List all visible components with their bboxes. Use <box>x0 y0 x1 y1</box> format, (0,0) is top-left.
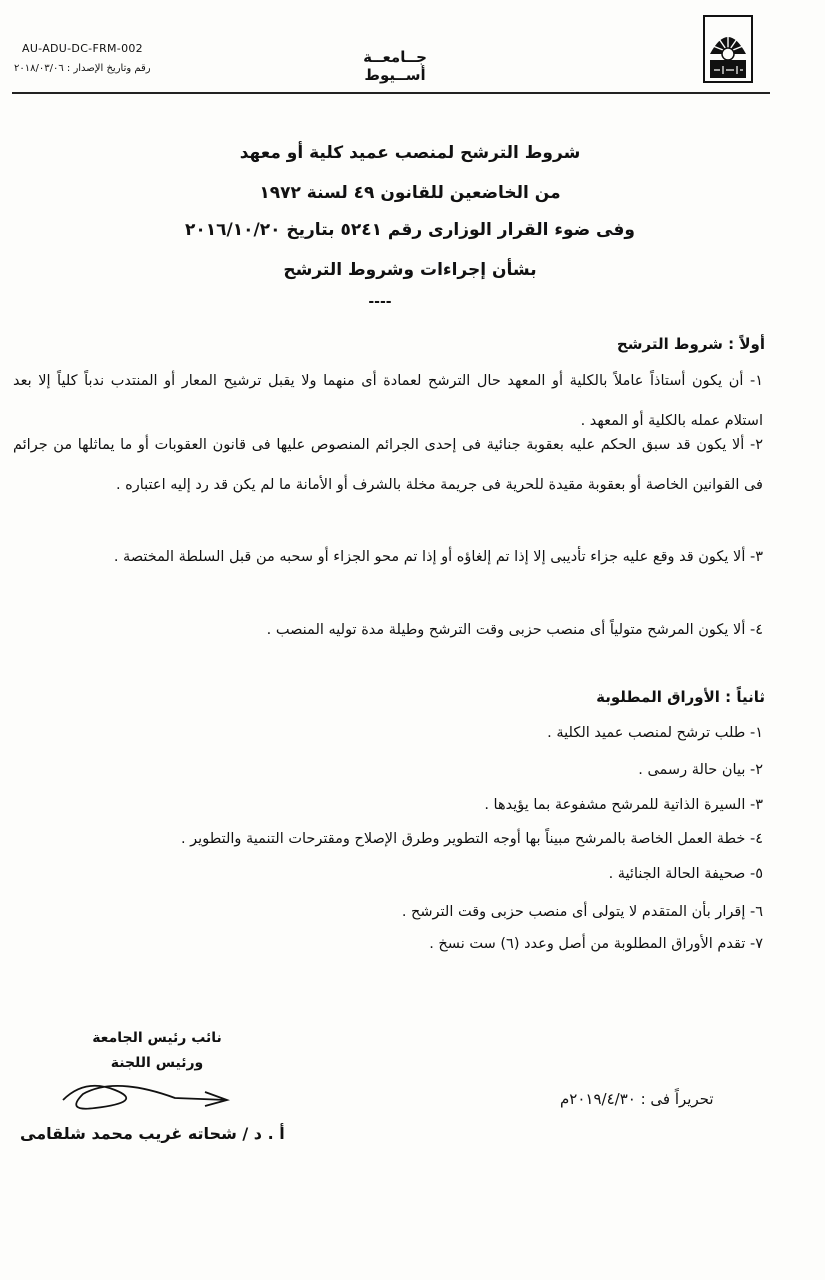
document-item-2: ٢- بيان حالة رسمى . <box>638 762 763 778</box>
document-item-6: ٦- إقرار بأن المتقدم لا يتولى أى منصب حزبى وقت الترشح . <box>401 904 763 920</box>
header-rule <box>12 92 770 94</box>
condition-item-3: ٣- ألا يكون قد وقع عليه جزاء تأديبى إلا إذا تم إلغاؤه أو إذا تم محو الجزاء أو سحبه من قبل السلطة المختصة . <box>113 549 763 565</box>
condition-item-4: ٤- ألا يكون المرشح متولياً أى منصب حزبى وقت الترشح وطيلة مدة توليه المنصب . <box>266 622 763 638</box>
document-item-4: ٤- خطة العمل الخاصة بالمرشح مبيناً بها أوجه التطوير وطرق الإصلاح ومقترحات التنمية والتطوير . <box>180 831 763 847</box>
title-line-1: شروط الترشح لمنصب عميد كلية أو معهد <box>239 143 581 163</box>
title-line-4: بشأن إجراءات وشروط الترشح <box>283 260 537 280</box>
title-line-3: وفى ضوء القرار الوزارى رقم ٥٢٤١ بتاريخ ٢٠١٦/١٠/٢٠ <box>185 220 635 240</box>
form-code: AU-ADU-DC-FRM-002 <box>22 42 143 55</box>
signature-role-2: ورئيس اللجنة <box>110 1055 204 1071</box>
section2-heading: ثانياً : الأوراق المطلوبة <box>596 688 765 706</box>
issue-line: رقم وتاريخ الإصدار : ٢٠١٨/٠٣/٠٦ <box>14 63 151 74</box>
university-name: جــامعــة أســيوط <box>363 48 427 84</box>
condition-item-1: ١- أن يكون أستاذاً عاملاً بالكلية أو المعهد حال الترشح لعمادة أى منهما ولا يقبل ترشيح المعار أو المنتدب ندباً كلياً إلا بعد استلام عمله بالكلية أو المعهد . <box>13 373 763 429</box>
handwritten-signature-icon <box>55 1070 235 1120</box>
university-logo-icon <box>702 14 754 84</box>
title-line-2: من الخاضعين للقانون ٤٩ لسنة ١٩٧٢ <box>259 183 561 203</box>
signature-role-1: نائب رئيس الجامعة <box>92 1030 222 1046</box>
title-divider: ---- <box>368 294 392 310</box>
document-item-3: ٣- السيرة الذاتية للمرشح مشفوعة بما يؤيدها . <box>484 797 763 813</box>
document-item-1: ١- طلب ترشح لمنصب عميد الكلية . <box>547 725 763 741</box>
signatory-name: أ . د / شحاته غريب محمد شلقامى <box>20 1124 285 1143</box>
edited-date: تحريراً فى : ٢٠١٩/٤/٣٠م <box>560 1090 714 1108</box>
condition-item-2: ٢- ألا يكون قد سبق الحكم عليه بعقوبة جنائية فى إحدى الجرائم المنصوص عليها فى قانون العقوبات أو ما يماثلها من جرائم فى القوانين الخاصة أو بعقوبة مقيدة للحرية فى جريمة مخلة بالشرف أو الأمانة ما لم يكن قد رد إليه اعتباره . <box>13 437 763 493</box>
section1-heading: أولاً : شروط الترشح <box>616 335 765 353</box>
document-item-7: ٧- تقدم الأوراق المطلوبة من أصل وعدد (٦) ست نسخ . <box>429 936 763 952</box>
document-item-5: ٥- صحيفة الحالة الجنائية . <box>608 866 763 882</box>
